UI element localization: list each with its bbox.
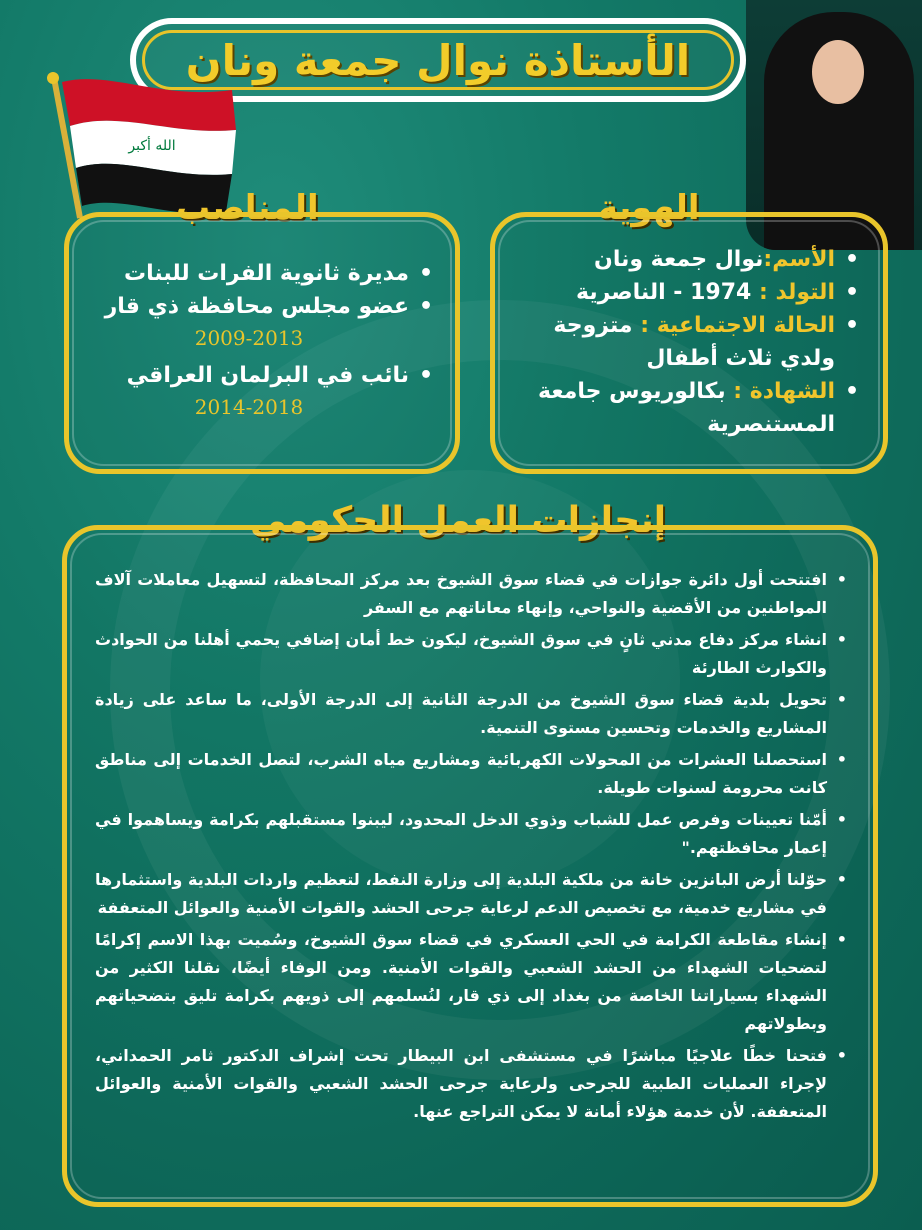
achievement-item: • افتتحت أول دائرة جوازات في قضاء سوق الشيوخ بعد مركز المحافظة، لتسهيل معاملات آلاف المواطنين من الأقضية والنواحي، وإنهاء معاناتهم مع السفر xyxy=(95,566,849,622)
svg-text:الله أكبر: الله أكبر xyxy=(128,138,176,154)
achievement-item: • تحويل بلدية قضاء سوق الشيوخ من الدرجة الثانية إلى الدرجة الأولى، ما ساعد على زيادة المشاريع والخدمات وتحسين مستوى التنمية. xyxy=(95,686,849,742)
position-item: • عضو مجلس محافظة ذي قار xyxy=(89,290,435,323)
identity-heading: الهوية xyxy=(598,188,700,228)
achievements-list xyxy=(95,566,849,1126)
identity-birth: • التولد : 1974 - الناصرية xyxy=(511,276,861,309)
positions-box xyxy=(64,212,460,474)
achievement-item: • فتحنا خطًا علاجيًا مباشرًا في مستشفى ابن البيطار تحت إشراف الدكتور ثامر الحمداني، لإجراء العمليات الطبية للجرحى ولرعاية جرحى الحشد الشعبي والقوات الأمنية والعوائل المتعففة. لأن خدمة هؤلاء أمانة لا يمكن التراجع عنها. xyxy=(95,1042,849,1126)
identity-degree: • الشهادة : بكالوريوس جامعة المستنصرية xyxy=(511,375,861,441)
position-item: • مديرة ثانوية الفرات للبنات xyxy=(89,257,435,290)
achievement-item: • انشاء مركز دفاع مدني ثانٍ في سوق الشيوخ، ليكون خط أمان إضافي يحمي أهلنا من الحوادث والكوارث الطارئة xyxy=(95,626,849,682)
achievement-item: • أمّنا تعيينات وفرص عمل للشباب وذوي الدخل المحدود، ليبنوا مستقبلهم بكرامة ويساهموا في إعمار محافظتهم." xyxy=(95,806,849,862)
identity-marital: • الحالة الاجتماعية : متزوجة ولدي ثلاث أطفال xyxy=(511,309,861,375)
achievements-box xyxy=(62,525,878,1207)
achievements-heading: إنجازات العمل الحكومي xyxy=(250,500,667,541)
position-years: 2009-2013 xyxy=(194,326,304,350)
position-item: • نائب في البرلمان العراقي xyxy=(89,359,435,392)
identity-list xyxy=(511,243,861,441)
positions-heading: المناصب xyxy=(176,188,319,228)
achievement-item: • استحصلنا العشرات من المحولات الكهربائية ومشاريع مياه الشرب، لتصل الخدمات إلى مناطق كانت محرومة لسنوات طويلة. xyxy=(95,746,849,802)
identity-name: • الأسم:نوال جمعة ونان xyxy=(511,243,861,276)
positions-list xyxy=(89,257,435,422)
achievement-item: • حوّلنا أرض البانزين خانة من ملكية البلدية إلى وزارة النفط، لتعظيم واردات البلدية واستثمارها في مشاريع خدمية، مع تخصيص الدعم لرعاية جرحى الحشد والقوات الأمنية والعوائل المتعففة xyxy=(95,866,849,922)
achievement-item: • إنشاء مقاطعة الكرامة في الحي العسكري في قضاء سوق الشيوخ، وسُميت بهذا الاسم إكرامًا لتضحيات الشهداء من الحشد الشعبي والقوات الأمنية. ومن الوفاء أيضًا، نقلنا الكثير من الشهداء بسياراتنا الخاصة من بغداد إلى ذي قار، لنُسلمهم إلى ذويهم بكرامة تليق بتضحياتهم وبطولاتهم xyxy=(95,926,849,1038)
identity-box xyxy=(490,212,888,474)
page-title: الأستاذة نوال جمعة ونان xyxy=(185,35,691,85)
position-years: 2014-2018 xyxy=(194,395,304,419)
